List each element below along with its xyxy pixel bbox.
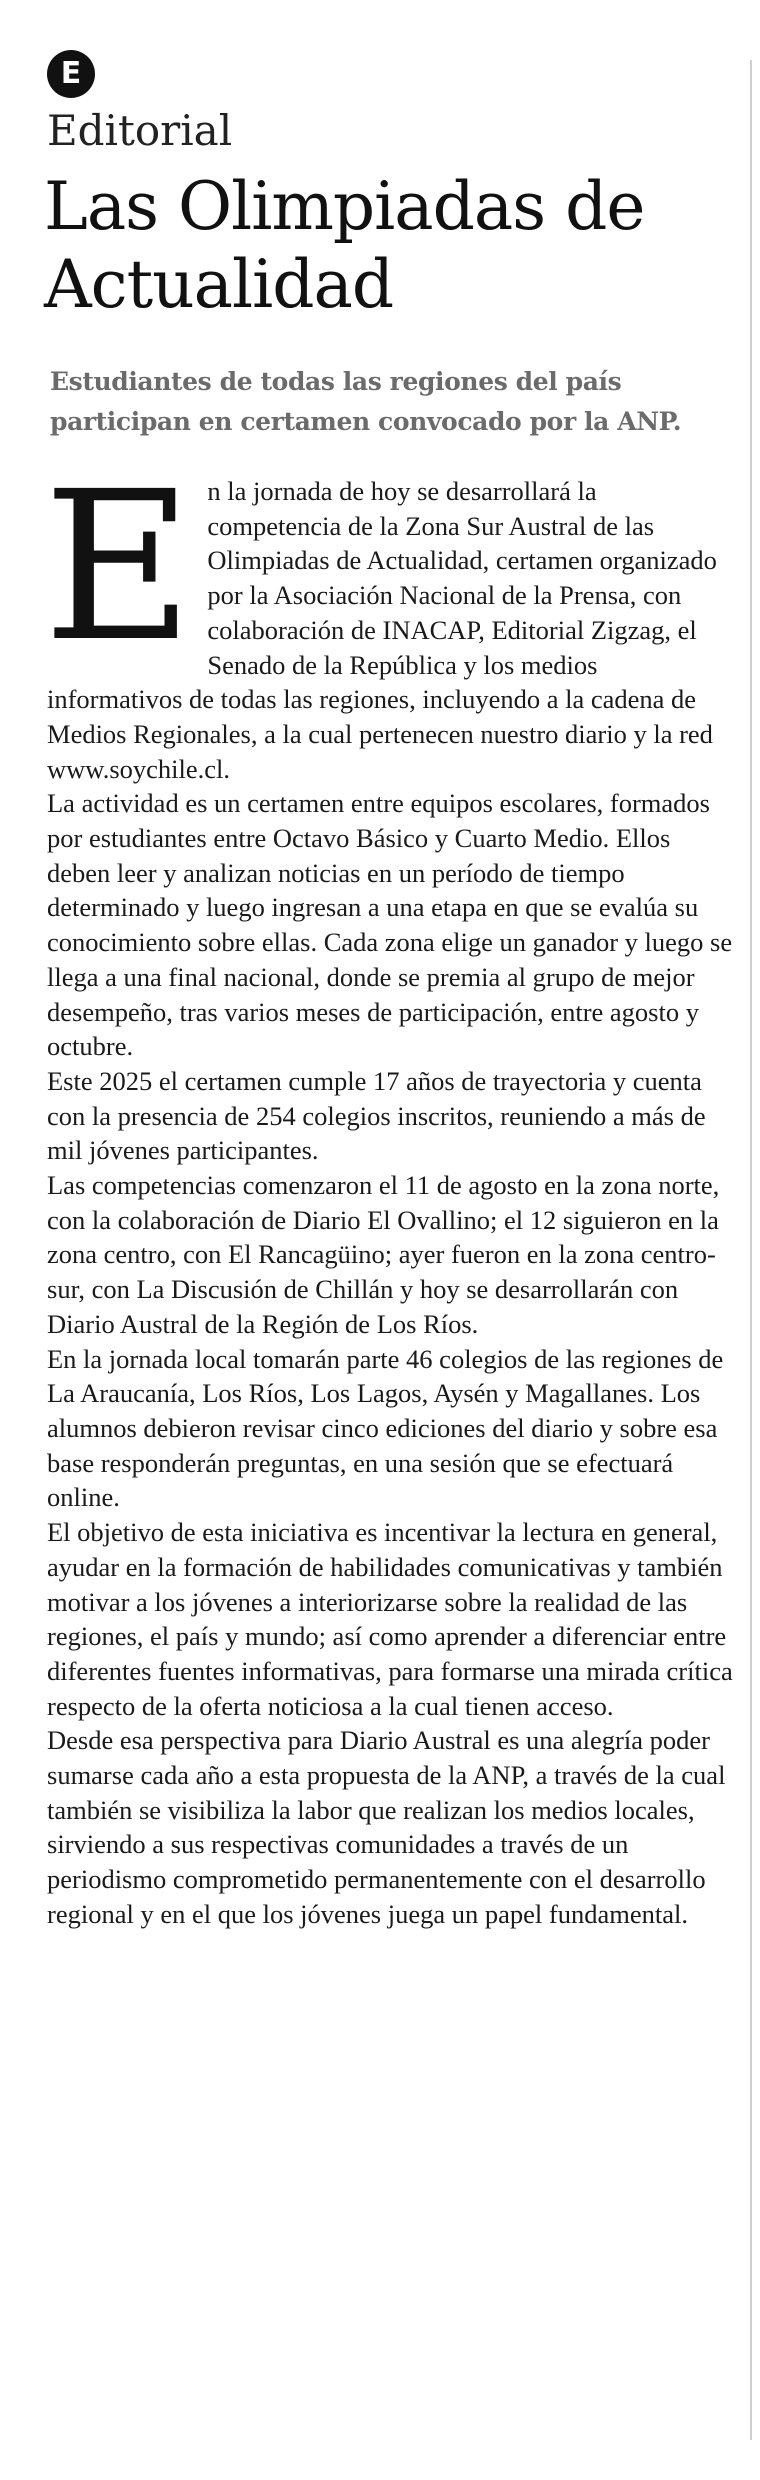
body-paragraph: Desde esa perspectiva para Diario Austral es una alegría poder sumarse cada año a esta propuesta de la ANP, a través de la cual también se visibiliza la labor que realizan los medios locales, sirviendo a sus respectivas comunidades a través de un periodismo comprometido permanentemente con el desarrollo regional y en el que los jóvenes juega un papel fundamental. [47,1725,726,1929]
body-paragraph: Este 2025 el certamen cumple 17 años de trayectoria y cuenta con la presencia de 254 colegios inscritos, reuniendo a más de mil jóvenes participantes. [47,1065,706,1166]
headline: Las Olimpiadas de Actualidad [44,168,645,323]
lead-paragraph [43,447,737,786]
drop-cap: E [43,447,194,687]
section-label: Editorial [47,106,233,155]
article-body [43,447,737,1932]
body-paragraph: El objetivo de esta iniciativa es incentivar la lectura en general, ayudar en la formación de habilidades comunicativas y también motivar a los jóvenes a interiorizarse sobre la realidad de las regiones, el país y mundo; así como aprender a diferenciar entre diferentes fuentes informativas, para formarse una mirada crítica respecto de la oferta noticiosa a la cual tienen acceso. [47,1517,733,1721]
deck-subtitle: Estudiantes de todas las regiones del país participan en certamen convocado por la ANP. [50,367,682,436]
body-paragraph: La actividad es un certamen entre equipos escolares, formados por estudiantes entre Octavo Básico y Cuarto Medio. Ellos deben leer y analizan noticias en un período de tiempo determinado y luego ingresan a una etapa en que se evalúa su conocimiento sobre ellas. Cada zona elige un ganador y luego se llega a una final nacional, donde se premia al grupo de mejor desempeño, tras varios meses de participación, entre agosto y octubre. [47,788,733,1062]
body-paragraph: Las competencias comenzaron el 11 de agosto en la zona norte, con la colaboración de Diario El Ovallino; el 12 siguieron en la zona centro, con El Rancagüino; ayer fueron en la zona centro-sur, con La Discusión de Chillán y hoy se desarrollarán con Diario Austral de la Región de Los Ríos. [47,1170,720,1339]
body-paragraph: En la jornada local tomarán parte 46 colegios de las regiones de La Araucanía, Los Ríos, Los Lagos, Aysén y Magallanes. Los alumnos debieron revisar cinco ediciones del diario y sobre esa base responderán preguntas, en una sesión que se efectuará online. [47,1343,724,1513]
section-badge-icon: E [47,50,95,98]
lead-paragraph-text: n la jornada de hoy se desarrollará la competencia de la Zona Sur Austral de las Olimpiadas de Actualidad, certamen organizado por la Asociación Nacional de la Prensa, con colaboración de INACAP, Editorial Zigzag, el Senado de la República y los medios informativos de todas las regiones, incluyendo a la cadena de Medios Regionales, a la cual pertenecen nuestro diario y la red www.soychile.cl. [47,476,717,784]
column-divider [750,60,752,2440]
